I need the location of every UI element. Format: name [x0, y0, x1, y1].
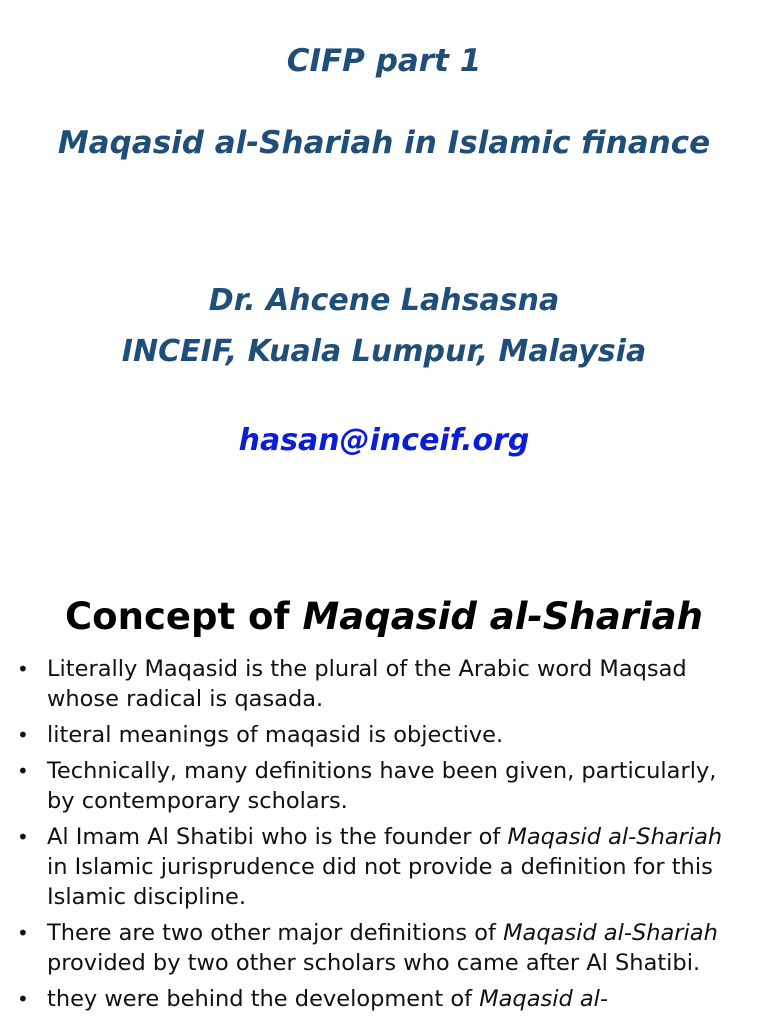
bullet-text-tail: provided by two other scholars who came after Al Shatibi.	[47, 950, 701, 976]
bullet-point-icon: •	[17, 723, 29, 747]
author-name: Dr. Ahcene Lahsasna	[208, 283, 560, 318]
bullet-point-icon: •	[17, 825, 29, 849]
bullet-term: Maqasid al-Shariah	[507, 824, 723, 850]
bullet-text: literal meanings of maqasid is objective.	[47, 722, 504, 748]
bullet-text-lead: Al Imam Al Shatibi who is the founder of	[47, 824, 508, 850]
heading-prefix: Concept of	[65, 595, 303, 638]
bullet-point-icon: •	[17, 921, 29, 945]
bullet-term: Maqasid al-	[479, 986, 609, 1012]
bullet-point-icon: •	[17, 657, 29, 681]
heading-term: Maqasid al-Shariah	[302, 595, 703, 638]
bullet-list	[0, 654, 768, 1020]
author-affiliation: INCEIF, Kuala Lumpur, Malaysia	[121, 334, 647, 369]
bullet-term: Maqasid al-Shariah	[503, 920, 718, 946]
bullet-text: Technically, many definitions have been given, particularly, by contemporary scholars.	[47, 758, 717, 814]
bullet-text-lead: they were behind the development of	[47, 986, 480, 1012]
bullet-text-lead: There are two other major definitions of	[47, 920, 504, 946]
bullet-item	[0, 984, 768, 1014]
bullet-item	[0, 822, 768, 912]
author-email-link[interactable]: hasan@inceif.org	[238, 423, 530, 458]
part-title: CIFP part 1	[286, 43, 482, 79]
bullet-item	[0, 918, 768, 978]
slide-heading	[0, 594, 768, 640]
bullet-point-icon: •	[17, 987, 29, 1011]
bullet-item	[0, 720, 768, 750]
bullet-text: Literally Maqasid is the plural of the Arabic word Maqsad whose radical is qasada.	[47, 656, 687, 712]
bullet-item	[0, 654, 768, 714]
bullet-item	[0, 756, 768, 816]
concept-slide	[0, 580, 768, 1024]
bullet-text-tail: in Islamic jurisprudence did not provide a definition for this Islamic discipline.	[47, 854, 713, 910]
main-title: Maqasid al-Shariah in Islamic finance	[57, 125, 711, 161]
bullet-point-icon: •	[17, 759, 29, 783]
